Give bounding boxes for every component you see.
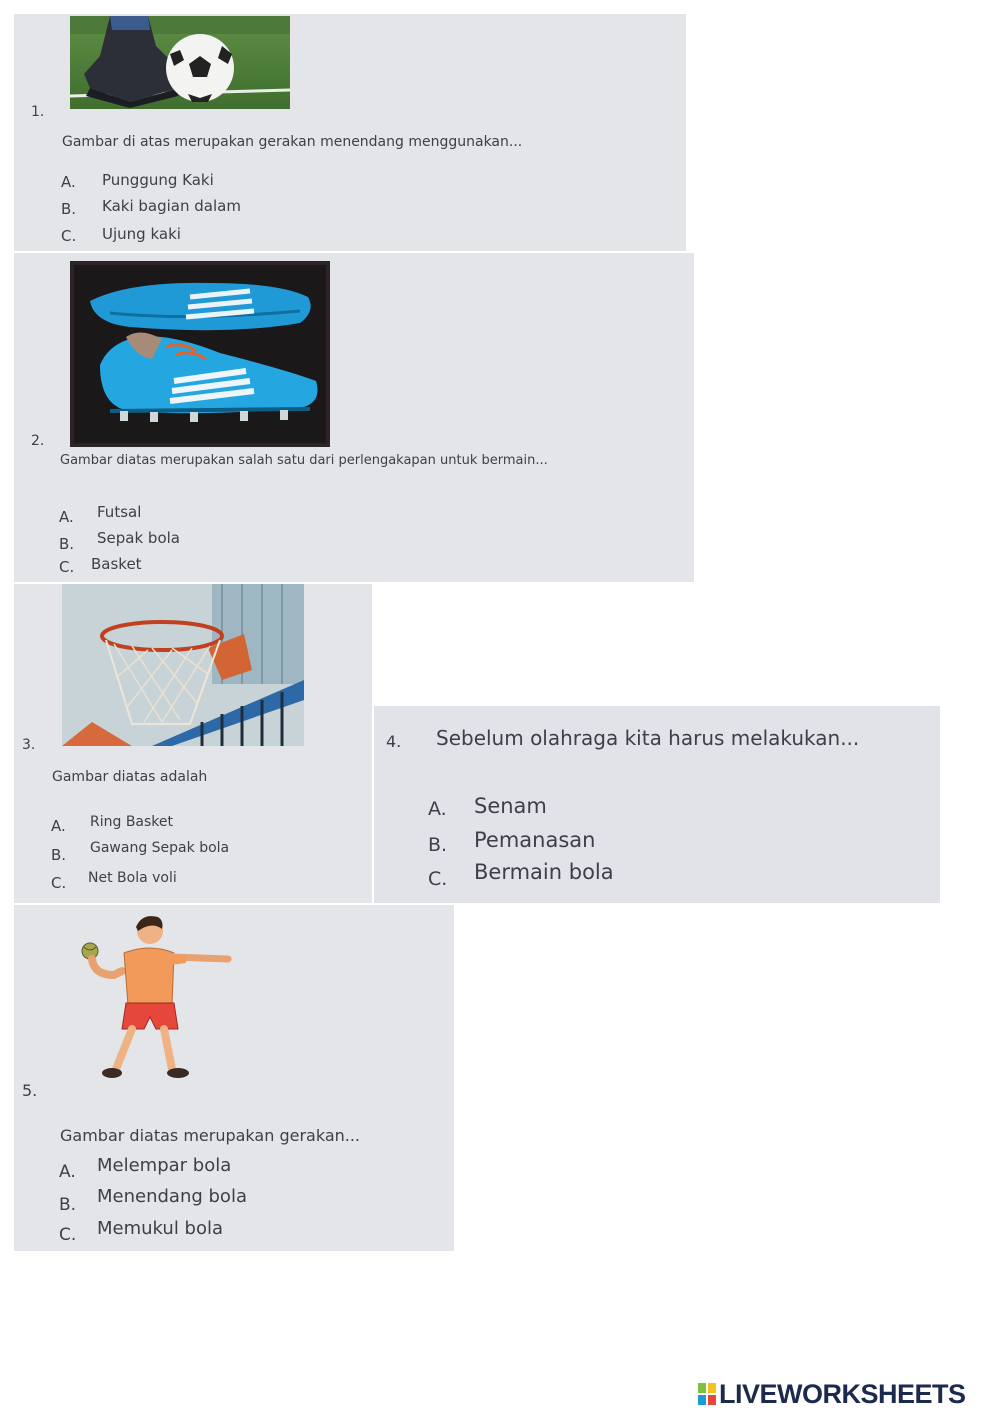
question-card-5 (14, 905, 454, 1251)
option-letter: B. (51, 846, 67, 864)
option-b[interactable]: Kaki bagian dalam (102, 197, 241, 215)
option-c[interactable]: Ujung kaki (102, 225, 181, 243)
option-letter: B. (59, 1195, 77, 1215)
question-prompt: Gambar diatas merupakan salah satu dari perlengakapan untuk bermain... (60, 453, 548, 468)
basketball-hoop-image (62, 584, 304, 746)
option-b[interactable]: Menendang bola (97, 1186, 247, 1207)
option-letter: B. (61, 200, 77, 218)
option-a[interactable]: Punggung Kaki (102, 171, 214, 189)
question-number: 2. (31, 433, 45, 449)
option-c[interactable]: Bermain bola (474, 860, 614, 884)
option-c[interactable]: Net Bola voli (88, 870, 177, 886)
boy-throwing-ball-image (76, 909, 236, 1085)
option-letter: A. (59, 508, 74, 526)
option-letter: C. (61, 227, 77, 245)
option-a[interactable]: Melempar bola (97, 1155, 232, 1176)
option-c[interactable]: Memukul bola (97, 1218, 224, 1239)
option-letter: C. (51, 874, 67, 892)
option-b[interactable]: Pemanasan (474, 828, 596, 852)
question-card-2 (14, 253, 694, 582)
option-b[interactable]: Sepak bola (97, 529, 180, 547)
question-prompt: Gambar diatas adalah (52, 769, 208, 785)
question-number: 5. (22, 1081, 38, 1100)
question-card-1 (14, 14, 686, 251)
question-prompt: Sebelum olahraga kita harus melakukan... (436, 726, 860, 750)
option-letter: A. (428, 798, 447, 820)
option-a[interactable]: Ring Basket (90, 814, 174, 830)
option-letter: B. (59, 535, 75, 553)
option-c[interactable]: Basket (91, 555, 142, 573)
kick-ball-image (70, 16, 290, 109)
option-letter: C. (428, 868, 448, 890)
option-letter: A. (51, 817, 66, 835)
option-b[interactable]: Gawang Sepak bola (90, 840, 230, 856)
question-prompt: Gambar di atas merupakan gerakan menendang menggunakan... (62, 134, 523, 150)
option-letter: C. (59, 558, 75, 576)
option-letter: B. (428, 834, 448, 856)
option-letter: A. (61, 173, 76, 191)
option-letter: A. (59, 1162, 76, 1182)
question-number: 3. (22, 737, 36, 753)
question-number: 1. (31, 104, 45, 120)
question-prompt: Gambar diatas merupakan gerakan... (60, 1126, 361, 1145)
logo-text: LIVEWORKSHEETS (719, 1378, 966, 1409)
liveworksheets-logo (698, 1379, 966, 1409)
football-boots-image (70, 261, 330, 447)
option-a[interactable]: Futsal (97, 503, 142, 521)
question-card-3 (14, 584, 372, 903)
question-number: 4. (386, 732, 402, 751)
question-card-4 (374, 706, 940, 903)
option-letter: C. (59, 1225, 77, 1245)
option-a[interactable]: Senam (474, 794, 547, 818)
liveworksheets-logo-icon (698, 1383, 716, 1405)
